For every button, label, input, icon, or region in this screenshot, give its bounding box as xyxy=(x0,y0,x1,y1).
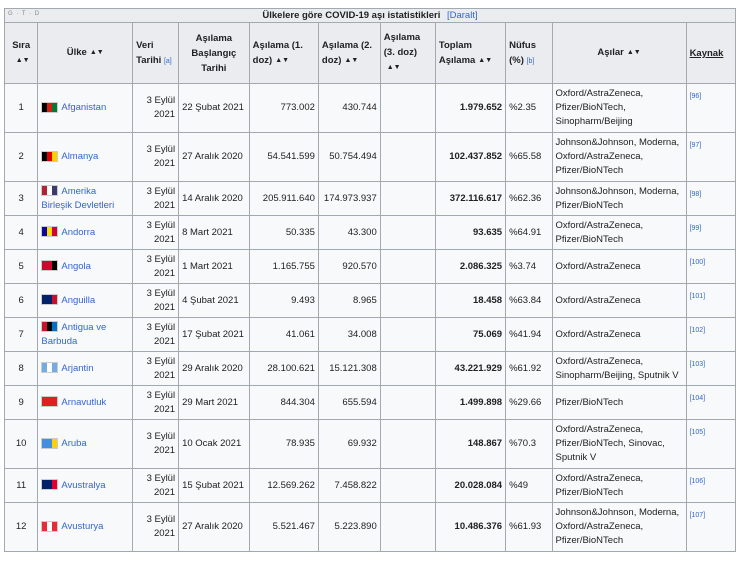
population-cell: %3.74 xyxy=(506,250,552,284)
start-cell: 1 Mart 2021 xyxy=(179,250,250,284)
note-b[interactable]: [b] xyxy=(526,57,535,65)
dose1-cell: 54.541.599 xyxy=(249,133,318,182)
country-cell[interactable] xyxy=(38,318,133,352)
table-row xyxy=(5,250,736,284)
rank-cell: 2 xyxy=(5,133,38,182)
population-cell: %61.92 xyxy=(506,352,552,386)
dose3-cell xyxy=(380,216,435,250)
vaccines-cell: Johnson&Johnson, Moderna, Oxford/AstraZeneca, Pfizer/BioNTech xyxy=(552,503,686,552)
country-cell[interactable] xyxy=(38,503,133,552)
reference-link[interactable]: [97] xyxy=(686,133,735,182)
date-cell: 3 Eylül 2021 xyxy=(133,352,179,386)
rank-cell: 6 xyxy=(5,284,38,318)
sort-icon[interactable]: ▲▼ xyxy=(89,49,104,57)
total-cell: 75.069 xyxy=(435,318,505,352)
flag-icon xyxy=(41,102,58,113)
population-cell: %49 xyxy=(506,469,552,503)
population-cell: %70.3 xyxy=(506,420,552,469)
country-cell[interactable] xyxy=(38,84,133,133)
rank-cell: 3 xyxy=(5,182,38,216)
population-cell: %65.58 xyxy=(506,133,552,182)
vaccines-cell: Oxford/AstraZeneca, Pfizer/BioNTech, Sinovac, Sputnik V xyxy=(552,420,686,469)
country-link[interactable]: Arnavutluk xyxy=(61,396,107,408)
start-cell: 4 Şubat 2021 xyxy=(179,284,250,318)
dose2-cell: 34.008 xyxy=(318,318,380,352)
sort-icon[interactable]: ▲▼ xyxy=(344,56,359,64)
start-cell: 27 Aralık 2020 xyxy=(179,133,250,182)
vaccines-cell: Pfizer/BioNTech xyxy=(552,386,686,420)
date-cell: 3 Eylül 2021 xyxy=(133,469,179,503)
table-row xyxy=(5,182,736,216)
date-cell: 3 Eylül 2021 xyxy=(133,386,179,420)
start-cell: 22 Şubat 2021 xyxy=(179,84,250,133)
date-cell: 3 Eylül 2021 xyxy=(133,284,179,318)
dose3-cell xyxy=(380,250,435,284)
country-cell[interactable] xyxy=(38,469,133,503)
total-cell: 148.867 xyxy=(435,420,505,469)
start-cell: 14 Aralık 2020 xyxy=(179,182,250,216)
total-cell: 18.458 xyxy=(435,284,505,318)
country-link[interactable]: Angola xyxy=(61,260,91,272)
sort-icon[interactable]: ▲▼ xyxy=(275,56,290,64)
header-doz3[interactable]: Aşılama (3. doz)▲▼ xyxy=(380,23,435,84)
country-link[interactable]: Andorra xyxy=(61,226,96,238)
reference-link[interactable]: [105] xyxy=(686,420,735,469)
dose2-cell: 8.965 xyxy=(318,284,380,318)
vaccines-cell: Oxford/AstraZeneca, Pfizer/BioNTech, Sinopharm/Beijing xyxy=(552,84,686,133)
total-cell: 372.116.617 xyxy=(435,182,505,216)
header-asilar[interactable]: Aşılar ▲▼ xyxy=(552,23,686,84)
flag-icon xyxy=(41,396,58,407)
country-link[interactable]: Avusturya xyxy=(61,521,104,532)
collapse-link[interactable]: [Daralt] xyxy=(446,10,478,21)
dose2-cell: 50.754.494 xyxy=(318,133,380,182)
country-link[interactable]: Arjantin xyxy=(61,362,94,374)
start-cell: 8 Mart 2021 xyxy=(179,216,250,250)
vaccines-cell: Oxford/AstraZeneca, Sinopharm/Beijing, Sputnik V xyxy=(552,352,686,386)
vaccines-cell: Oxford/AstraZeneca xyxy=(552,318,686,352)
dose3-cell xyxy=(380,386,435,420)
header-veri-tarihi[interactable]: Veri Tarihi [a] xyxy=(133,23,179,84)
total-cell: 20.028.084 xyxy=(435,469,505,503)
flag-icon xyxy=(41,438,58,449)
country-link[interactable]: Avustralya xyxy=(61,479,106,491)
total-cell: 10.486.376 xyxy=(435,503,505,552)
dose1-cell: 5.521.467 xyxy=(249,503,318,552)
total-cell: 43.221.929 xyxy=(435,352,505,386)
dose1-cell: 78.935 xyxy=(249,420,318,469)
flag-icon xyxy=(41,260,58,271)
dose2-cell: 7.458.822 xyxy=(318,469,380,503)
dose1-cell: 844.304 xyxy=(249,386,318,420)
date-cell: 3 Eylül 2021 xyxy=(133,182,179,216)
navbox-links[interactable]: G · T · D xyxy=(8,11,41,17)
reference-link[interactable]: [99] xyxy=(686,216,735,250)
dose2-cell: 43.300 xyxy=(318,216,380,250)
total-cell: 102.437.852 xyxy=(435,133,505,182)
sort-icon[interactable]: ▲▼ xyxy=(386,64,401,72)
country-link[interactable]: Afganistan xyxy=(61,102,107,113)
total-cell: 93.635 xyxy=(435,216,505,250)
reference-link[interactable]: [100] xyxy=(686,250,735,284)
table-row xyxy=(5,352,736,386)
population-cell: %62.36 xyxy=(506,182,552,216)
flag-icon xyxy=(41,479,58,490)
start-cell: 29 Aralık 2020 xyxy=(179,352,250,386)
dose2-cell: 920.570 xyxy=(318,250,380,284)
country-cell[interactable] xyxy=(38,216,133,250)
dose1-cell: 28.100.621 xyxy=(249,352,318,386)
dose3-cell xyxy=(380,352,435,386)
rank-cell: 5 xyxy=(5,250,38,284)
table-row xyxy=(5,503,736,552)
dose2-cell: 15.121.308 xyxy=(318,352,380,386)
table-row xyxy=(5,84,736,133)
total-cell: 2.086.325 xyxy=(435,250,505,284)
total-cell: 1.979.652 xyxy=(435,84,505,133)
country-cell[interactable] xyxy=(38,133,133,182)
country-cell[interactable] xyxy=(38,250,133,284)
reference-link[interactable]: [106] xyxy=(686,469,735,503)
reference-link[interactable]: [102] xyxy=(686,318,735,352)
date-cell: 3 Eylül 2021 xyxy=(133,503,179,552)
date-cell: 3 Eylül 2021 xyxy=(133,250,179,284)
dose1-cell: 9.493 xyxy=(249,284,318,318)
sort-icon[interactable]: ▲▼ xyxy=(15,56,30,64)
dose2-cell: 174.973.937 xyxy=(318,182,380,216)
dose1-cell: 50.335 xyxy=(249,216,318,250)
dose1-cell: 41.061 xyxy=(249,318,318,352)
flag-icon xyxy=(41,226,58,237)
country-cell[interactable] xyxy=(38,386,133,420)
dose3-cell xyxy=(380,469,435,503)
vaccines-cell: Johnson&Johnson, Moderna, Pfizer/BioNTech xyxy=(552,182,686,216)
dose2-cell: 5.223.890 xyxy=(318,503,380,552)
population-cell: %2.35 xyxy=(506,84,552,133)
population-cell: %29.66 xyxy=(506,386,552,420)
rank-cell: 10 xyxy=(5,420,38,469)
rank-cell: 1 xyxy=(5,84,38,133)
flag-icon xyxy=(41,151,58,162)
flag-icon xyxy=(41,294,58,305)
dose1-cell: 205.911.640 xyxy=(249,182,318,216)
flag-icon xyxy=(41,521,58,532)
reference-link[interactable]: [98] xyxy=(686,182,735,216)
table-row xyxy=(5,133,736,182)
date-cell: 3 Eylül 2021 xyxy=(133,216,179,250)
start-cell: 29 Mart 2021 xyxy=(179,386,250,420)
dose3-cell xyxy=(380,182,435,216)
dose3-cell xyxy=(380,420,435,469)
population-cell: %41.94 xyxy=(506,318,552,352)
flag-icon xyxy=(41,185,58,196)
reference-link[interactable]: [96] xyxy=(686,84,735,133)
dose3-cell xyxy=(380,84,435,133)
table-row xyxy=(5,420,736,469)
flag-icon xyxy=(41,321,58,332)
start-cell: 27 Aralık 2020 xyxy=(179,503,250,552)
table-row xyxy=(5,469,736,503)
header-ulke[interactable]: Ülke ▲▼ xyxy=(38,23,133,84)
dose1-cell: 12.569.262 xyxy=(249,469,318,503)
header-kaynak[interactable]: Kaynak xyxy=(686,23,735,84)
start-cell: 10 Ocak 2021 xyxy=(179,420,250,469)
rank-cell: 9 xyxy=(5,386,38,420)
vaccines-cell: Oxford/AstraZeneca xyxy=(552,250,686,284)
vaccination-table xyxy=(4,8,736,552)
note-a[interactable]: [a] xyxy=(163,57,172,65)
dose2-cell: 430.744 xyxy=(318,84,380,133)
start-cell: 17 Şubat 2021 xyxy=(179,318,250,352)
reference-link[interactable]: [101] xyxy=(686,284,735,318)
header-nufus[interactable]: Nüfus (%) [b] xyxy=(506,23,552,84)
dose2-cell: 655.594 xyxy=(318,386,380,420)
rank-cell: 12 xyxy=(5,503,38,552)
flag-icon xyxy=(41,362,58,373)
header-toplam[interactable]: Toplam Aşılama ▲▼ xyxy=(435,23,505,84)
dose1-cell: 773.002 xyxy=(249,84,318,133)
reference-link[interactable]: [104] xyxy=(686,386,735,420)
vaccines-cell: Johnson&Johnson, Moderna, Oxford/AstraZeneca, Pfizer/BioNTech xyxy=(552,133,686,182)
date-cell: 3 Eylül 2021 xyxy=(133,84,179,133)
start-cell: 15 Şubat 2021 xyxy=(179,469,250,503)
dose1-cell: 1.165.755 xyxy=(249,250,318,284)
reference-link[interactable]: [103] xyxy=(686,352,735,386)
rank-cell: 7 xyxy=(5,318,38,352)
table-body xyxy=(5,84,736,552)
table-row xyxy=(5,216,736,250)
date-cell: 3 Eylül 2021 xyxy=(133,318,179,352)
rank-cell: 4 xyxy=(5,216,38,250)
country-link[interactable]: Aruba xyxy=(61,438,87,449)
header-doz2[interactable]: Aşılama (2. doz) ▲▼ xyxy=(318,23,380,84)
reference-link[interactable]: [107] xyxy=(686,503,735,552)
header-sira[interactable]: Sıra▲▼ xyxy=(5,23,38,84)
dose3-cell xyxy=(380,284,435,318)
country-link[interactable]: Antigua ve Barbuda xyxy=(41,321,107,347)
header-baslangic[interactable]: Aşılama Başlangıç Tarihi xyxy=(179,23,250,84)
country-link[interactable]: Amerika Birleşik Devletleri xyxy=(41,185,115,211)
country-cell[interactable] xyxy=(38,420,133,469)
table-row xyxy=(5,284,736,318)
country-link[interactable]: Anguilla xyxy=(61,294,96,306)
table-caption xyxy=(5,9,736,23)
population-cell: %64.91 xyxy=(506,216,552,250)
table-title: Ülkelere göre COVID-19 aşı istatistikleri xyxy=(262,10,441,21)
dose3-cell xyxy=(380,318,435,352)
date-cell: 3 Eylül 2021 xyxy=(133,133,179,182)
country-cell[interactable] xyxy=(38,182,133,216)
rank-cell: 11 xyxy=(5,469,38,503)
sort-icon[interactable]: ▲▼ xyxy=(626,49,641,57)
total-cell: 1.499.898 xyxy=(435,386,505,420)
country-cell[interactable] xyxy=(38,352,133,386)
header-doz1[interactable]: Aşılama (1. doz) ▲▼ xyxy=(249,23,318,84)
population-cell: %61.93 xyxy=(506,503,552,552)
country-link[interactable]: Almanya xyxy=(61,151,99,162)
vaccines-cell: Oxford/AstraZeneca, Pfizer/BioNTech xyxy=(552,469,686,503)
table-row xyxy=(5,318,736,352)
dose3-cell xyxy=(380,503,435,552)
country-cell[interactable] xyxy=(38,284,133,318)
table-row xyxy=(5,386,736,420)
date-cell: 3 Eylül 2021 xyxy=(133,420,179,469)
population-cell: %63.84 xyxy=(506,284,552,318)
dose3-cell xyxy=(380,133,435,182)
vaccines-cell: Oxford/AstraZeneca, Pfizer/BioNTech xyxy=(552,216,686,250)
rank-cell: 8 xyxy=(5,352,38,386)
vaccines-cell: Oxford/AstraZeneca xyxy=(552,284,686,318)
dose2-cell: 69.932 xyxy=(318,420,380,469)
sort-icon[interactable]: ▲▼ xyxy=(478,56,493,64)
